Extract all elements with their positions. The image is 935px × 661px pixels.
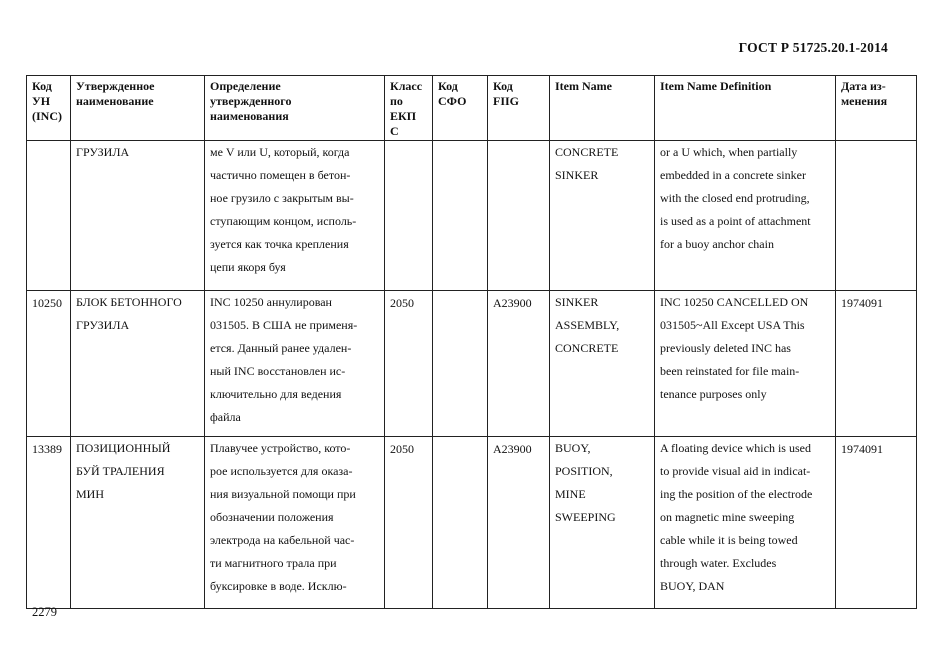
cell-text-line: SWEEPING [555,510,616,524]
cell-text-line: CONCRETE [555,145,619,159]
cell-text-line: BUOY, [555,441,591,455]
cell-text-line: A floating device which is used [660,441,811,455]
cell-text-line: CONCRETE [555,341,619,355]
cell-text-line: цепи якоря буя [210,260,286,274]
document-code: ГОСТ Р 51725.20.1-2014 [738,40,888,55]
header-item-name [550,76,655,141]
cell-sfo [433,437,488,609]
cell-fiig: A23900 [488,291,550,437]
cell-definition [205,437,385,609]
cell-sfo [433,291,488,437]
cell-change-date: 1974091 [836,437,917,609]
header-line: Утвержденное [76,79,155,93]
cell-text-line: ния визуальной помощи при [210,487,356,501]
header-line: Код [32,79,52,93]
header-line: менения [841,94,888,108]
cell-inc: 13389 [27,437,71,609]
table-row [27,437,917,609]
cell-fiig: A23900 [488,437,550,609]
cell-text-line: ти магнитного трала при [210,556,337,570]
cell-text-line: INC 10250 аннулирован [210,295,332,309]
cell-text-line: POSITION, [555,464,613,478]
cell-change-date [836,141,917,291]
header-line: утвержденного [210,94,292,108]
cell-text-line: ное грузило с закрытым вы- [210,191,354,205]
cell-text-line: ме V или U, который, когда [210,145,350,159]
cell-text-line: ключительно для ведения [210,387,342,401]
page-number: 2279 [32,605,57,619]
cell-item-name [550,437,655,609]
cell-definition [205,141,385,291]
cell-approved-name [71,437,205,609]
header-line: FIIG [493,94,520,108]
cell-item-name-definition [655,291,836,437]
cell-text-line: ing the position of the electrode [660,487,813,501]
cell-text-line: with the closed end protruding, [660,191,810,205]
cell-text-line: ГРУЗИЛА [76,145,130,159]
cell-text-line: файла [210,410,241,424]
header-sfo [433,76,488,141]
cell-definition [205,291,385,437]
cell-inc [27,141,71,291]
header-inc [27,76,71,141]
cell-text-line: is used as a point of attachment [660,214,811,228]
cell-change-date: 1974091 [836,291,917,437]
table-row [27,141,917,291]
cell-text-line: to provide visual aid in indicat- [660,464,811,478]
header-line: УН [32,94,51,108]
inc-table [26,75,917,609]
cell-class: 2050 [385,437,433,609]
cell-item-name-definition [655,141,836,291]
cell-text-line: обозначении положения [210,510,334,524]
cell-text-line: SINKER [555,295,599,309]
header-line: Item Name [555,79,612,93]
table-row [27,291,917,437]
cell-text-line: BUOY, DAN [660,579,725,593]
cell-item-name-definition [655,437,836,609]
header-line: Код [493,79,513,93]
header-line: Дата из- [841,79,886,93]
header-line: С [390,124,399,138]
header-fiig [488,76,550,141]
cell-item-name [550,141,655,291]
cell-text-line: for a buoy anchor chain [660,237,774,251]
header-line: Класс [390,79,423,93]
header-line: СФО [438,94,467,108]
header-change-date [836,76,917,141]
header-line: Код [438,79,458,93]
cell-text-line: been reinstated for file main- [660,364,800,378]
header-line: Item Name Definition [660,79,772,93]
cell-text-line: электрода на кабельной час- [210,533,355,547]
cell-text-line: ступающим концом, исполь- [210,214,357,228]
cell-text-line: SINKER [555,168,599,182]
header-line: наименования [210,109,289,123]
cell-text-line: Плавучее устройство, кото- [210,441,351,455]
cell-text-line: буксировке в воде. Исклю- [210,579,347,593]
cell-approved-name [71,291,205,437]
header-line: по [390,94,403,108]
header-line: Определение [210,79,281,93]
cell-inc: 10250 [27,291,71,437]
cell-text-line: ASSEMBLY, [555,318,620,332]
header-class [385,76,433,141]
cell-class: 2050 [385,291,433,437]
cell-text-line: cable while it is being towed [660,533,798,547]
cell-text-line: БУЙ ТРАЛЕНИЯ [76,464,165,478]
cell-text-line: МИН [76,487,105,501]
cell-text-line: embedded in a concrete sinker [660,168,806,182]
cell-text-line: through water. Excludes [660,556,777,570]
cell-text-line: БЛОК БЕТОННОГО [76,295,182,309]
cell-fiig [488,141,550,291]
cell-approved-name [71,141,205,291]
cell-text-line: or a U which, when partially [660,145,798,159]
cell-text-line: ГРУЗИЛА [76,318,130,332]
cell-text-line: tenance purposes only [660,387,767,401]
header-line: ЕКП [390,109,417,123]
cell-item-name [550,291,655,437]
cell-text-line: зуется как точка крепления [210,237,349,251]
cell-text-line: INC 10250 CANCELLED ON [660,295,809,309]
cell-text-line: частично помещен в бетон- [210,168,351,182]
header-line: наименование [76,94,154,108]
cell-sfo [433,141,488,291]
header-definition [205,76,385,141]
cell-class [385,141,433,291]
cell-text-line: рое используется для оказа- [210,464,353,478]
cell-text-line: previously deleted INC has [660,341,791,355]
cell-text-line: 031505. В США не применя- [210,318,358,332]
header-approved-name [71,76,205,141]
cell-text-line: MINE [555,487,586,501]
cell-text-line: ется. Данный ранее удален- [210,341,352,355]
cell-text-line: 031505~All Except USA This [660,318,805,332]
table-header-row [27,76,917,141]
header-item-name-definition [655,76,836,141]
cell-text-line: ный INC восстановлен ис- [210,364,346,378]
cell-text-line: on magnetic mine sweeping [660,510,795,524]
cell-text-line: ПОЗИЦИОННЫЙ [76,441,171,455]
header-line: (INC) [32,109,62,123]
